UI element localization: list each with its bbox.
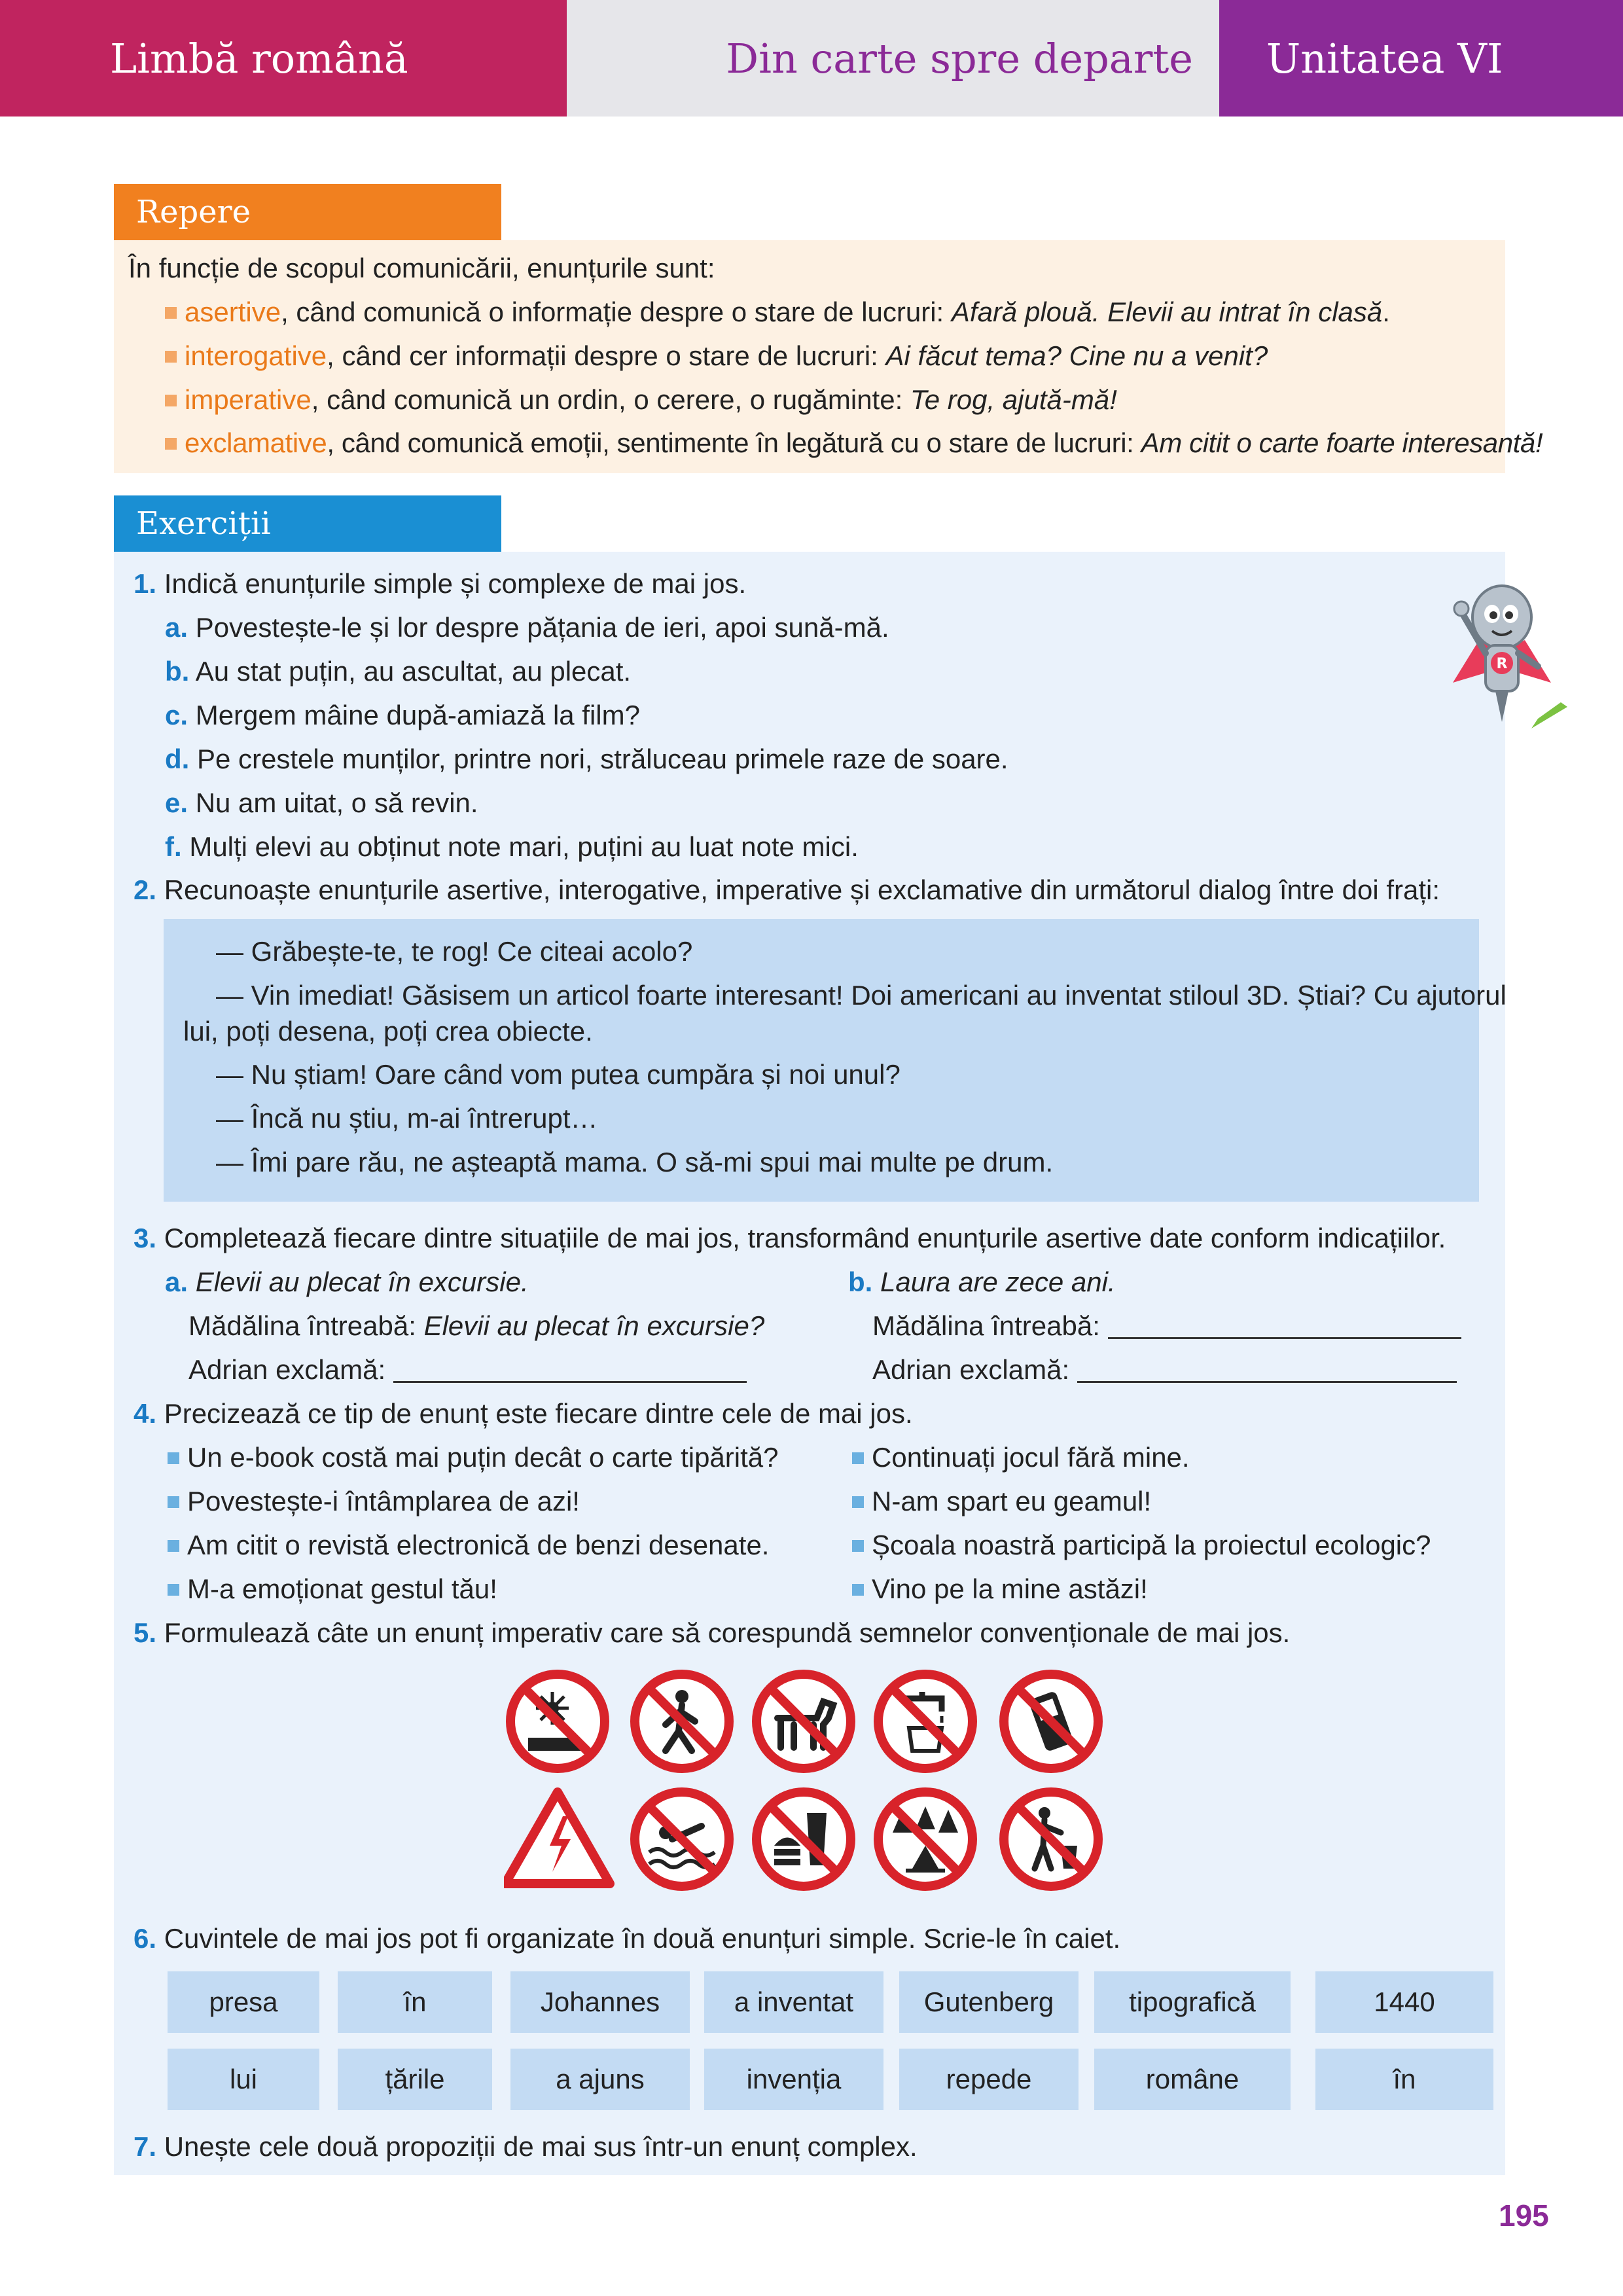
dialog-line: — Nu știam! Oare când vom putea cumpăra și noi unul? (216, 1059, 901, 1090)
mascot-icon (1440, 568, 1571, 738)
exercise-number: 4. (134, 1398, 157, 1429)
no-mobile-phones-icon (1004, 1674, 1098, 1768)
word-card[interactable]: țările (338, 2049, 492, 2110)
item-text: Școala noastră participă la proiectul ecologic? (872, 1530, 1431, 1560)
item-letter: d. (165, 744, 190, 774)
exercise-text: Formulează câte un enunț imperativ care să corespundă semnelor convenționale de mai jos. (164, 1617, 1291, 1648)
word-card[interactable]: 1440 (1315, 1971, 1493, 2033)
header-title: Din carte spre departe (567, 0, 1219, 117)
item-text: Mergem mâine după-amiază la film? (195, 700, 640, 730)
exercise-1-item (165, 698, 640, 732)
item-letter: b. (165, 656, 190, 687)
word-card[interactable]: a inventat (704, 1971, 883, 2033)
item-text: N-am spart eu geamul! (872, 1486, 1152, 1516)
high-voltage-warning-icon (505, 1792, 610, 1884)
repere-keyword: exclamative (185, 427, 327, 458)
no-campfire-icon (878, 1792, 972, 1886)
exercise-1-item (165, 655, 631, 689)
exercise-3b-sentence (848, 1265, 1116, 1299)
bullet-icon (852, 1540, 864, 1552)
exercise-1-prompt (134, 567, 746, 601)
item-text: Am citit o revistă electronică de benzi desenate. (187, 1530, 770, 1560)
exercise-2-prompt (134, 873, 1440, 907)
item-text: Un e-book costă mai puțin decât o carte tipărită? (187, 1442, 779, 1473)
exercise-text: Unește cele două propoziții de mai sus într-un enunț complex. (164, 2131, 918, 2162)
exercise-3b-question (872, 1309, 1461, 1343)
word-card[interactable]: române (1094, 2049, 1291, 2110)
question-answer: Elevii au plecat în excursie? (423, 1310, 765, 1341)
bullet-icon (168, 1584, 179, 1596)
exercise-number: 3. (134, 1223, 157, 1253)
item-text: Povestește-le și lor despre pățania de ieri, apoi sună-mă. (195, 612, 889, 643)
bullet-icon (165, 438, 177, 450)
exercise-number: 5. (134, 1617, 157, 1648)
exercise-4-item (852, 1484, 1151, 1518)
no-pedestrians-icon (635, 1674, 729, 1768)
word-card[interactable]: presa (168, 1971, 319, 2033)
item-text: Elevii au plecat în excursie. (195, 1266, 529, 1297)
item-text: Povestește-i întâmplarea de azi! (187, 1486, 580, 1516)
no-littering-icon (1004, 1792, 1098, 1886)
item-letter: e. (165, 787, 188, 818)
dialog-line: — Vin imediat! Găsisem un articol foarte interesant! Doi americani au inventat stiloul 3D. Știai? Cu ajutorul (216, 980, 1507, 1011)
exercise-1-item (165, 786, 478, 820)
item-text: Nu am uitat, o să revin. (195, 787, 478, 818)
answer-blank[interactable] (1108, 1311, 1461, 1339)
exercise-3a-sentence (165, 1265, 529, 1299)
bullet-icon (852, 1496, 864, 1508)
repere-keyword: imperative (185, 384, 312, 415)
exercise-3a-exclaim (188, 1353, 747, 1387)
bullet-icon (852, 1452, 864, 1464)
repere-end: . (1382, 296, 1390, 327)
svg-text:R: R (1496, 656, 1508, 672)
exercise-4-item (168, 1441, 779, 1475)
repere-text: , când cer informații despre o stare de lucruri: (327, 340, 886, 371)
exercise-4-item (168, 1484, 580, 1518)
repere-keyword: interogative (185, 340, 327, 371)
exclaim-label: Adrian exclamă: (872, 1354, 1077, 1385)
exercise-1-item (165, 611, 889, 645)
bullet-icon (168, 1496, 179, 1508)
item-text: Pe crestele munților, printre nori, străluceau primele raze de soare. (197, 744, 1008, 774)
item-text: Vino pe la mine astăzi! (872, 1573, 1148, 1604)
bullet-icon (165, 395, 177, 406)
word-card[interactable]: a ajuns (510, 2049, 690, 2110)
item-letter: a. (165, 612, 188, 643)
exercise-4-item (852, 1441, 1190, 1475)
no-picking-flowers-icon (510, 1674, 605, 1768)
no-swimming-icon (635, 1792, 729, 1886)
repere-item (165, 426, 1543, 460)
word-card[interactable]: repede (899, 2049, 1079, 2110)
dialog-line: — Încă nu știu, m-ai întrerupt… (216, 1103, 598, 1134)
item-text: Mulți elevi au obținut note mari, puțini au luat note mici. (189, 831, 859, 862)
exercise-1-item (165, 830, 859, 864)
repere-text: , când comunică emoții, sentimente în legătură cu o stare de lucruri: (327, 427, 1141, 458)
word-card[interactable]: în (1315, 2049, 1493, 2110)
word-card[interactable]: invenția (704, 2049, 883, 2110)
bullet-icon (168, 1540, 179, 1552)
exercise-4-item (852, 1572, 1148, 1606)
question-label: Mădălina întreabă: (188, 1310, 424, 1341)
repere-example: Am citit o carte foarte interesantă! (1141, 427, 1543, 458)
item-text: Au stat puțin, au ascultat, au plecat. (195, 656, 632, 687)
bullet-icon (168, 1452, 179, 1464)
bullet-icon (165, 307, 177, 319)
item-text: Continuați jocul fără mine. (872, 1442, 1190, 1473)
item-letter: b. (848, 1266, 873, 1297)
exercise-7-prompt (134, 2130, 918, 2164)
exercise-number: 6. (134, 1923, 157, 1954)
exercise-text: Recunoaște enunțurile asertive, interogative, imperative și exclamative din următorul dialog între doi frați: (164, 874, 1440, 905)
word-card[interactable]: în (338, 1971, 492, 2033)
question-label: Mădălina întreabă: (872, 1310, 1108, 1341)
repere-example: Ai făcut tema? Cine nu a venit? (885, 340, 1268, 371)
repere-item (165, 295, 1390, 329)
repere-item (165, 383, 1117, 417)
exercise-number: 7. (134, 2131, 157, 2162)
header-subject: Limbă română (0, 0, 567, 117)
exercise-1-item (165, 742, 1008, 776)
exercise-text: Precizează ce tip de enunț este fiecare dintre cele de mai jos. (164, 1398, 913, 1429)
exercise-5-prompt (134, 1616, 1290, 1650)
repere-label: Repere (114, 184, 501, 240)
exercise-4-item (168, 1528, 769, 1562)
word-card[interactable]: Johannes (510, 1971, 690, 2033)
exercise-text: Indică enunțurile simple și complexe de mai jos. (164, 568, 747, 599)
repere-example: Te rog, ajută-mă! (910, 384, 1117, 415)
page-number: 195 (1499, 2198, 1549, 2233)
exercise-text: Completează fiecare dintre situațiile de mai jos, transformând enunțurile asertive date conform indicațiilor. (164, 1223, 1446, 1253)
item-letter: a. (165, 1266, 188, 1297)
dialog-line: lui, poți desena, poți crea obiecte. (183, 1016, 593, 1047)
repere-text: , când comunică o informație despre o stare de lucruri: (281, 296, 952, 327)
item-text: M-a emoționat gestul tău! (187, 1573, 497, 1604)
no-drinking-water-icon (878, 1674, 972, 1768)
item-letter: f. (165, 831, 182, 862)
header-unit: Unitatea VI (1219, 0, 1623, 117)
no-dogs-icon (757, 1674, 851, 1768)
exercise-number: 2. (134, 874, 157, 905)
repere-example: Afară plouă. Elevii au intrat în clasă (951, 296, 1383, 327)
word-card[interactable]: tipografică (1094, 1971, 1291, 2033)
exercise-4-prompt (134, 1397, 913, 1431)
answer-blank[interactable] (1077, 1355, 1457, 1383)
repere-intro: În funcție de scopul comunicării, enunțurile sunt: (128, 253, 715, 283)
exercise-3b-exclaim (872, 1353, 1457, 1387)
item-text: Laura are zece ani. (880, 1266, 1116, 1297)
exercise-6-prompt (134, 1922, 1120, 1956)
exercise-text: Cuvintele de mai jos pot fi organizate în două enunțuri simple. Scrie-le în caiet. (164, 1923, 1121, 1954)
word-card[interactable]: Gutenberg (899, 1971, 1079, 2033)
prohibition-signs (504, 1668, 1106, 1897)
no-food-drink-icon (757, 1792, 851, 1886)
dialog-line: — Grăbește-te, te rog! Ce citeai acolo? (216, 936, 693, 967)
exercise-3a-question (188, 1309, 764, 1343)
exercise-4-item (852, 1528, 1431, 1562)
bullet-icon (165, 351, 177, 363)
exercise-number: 1. (134, 568, 157, 599)
dialog-line: — Îmi pare rău, ne așteaptă mama. O să-mi spui mai multe pe drum. (216, 1147, 1054, 1177)
repere-item (165, 339, 1268, 373)
bullet-icon (852, 1584, 864, 1596)
item-letter: c. (165, 700, 188, 730)
answer-blank[interactable] (393, 1355, 747, 1383)
exclaim-label: Adrian exclamă: (188, 1354, 393, 1385)
word-card[interactable]: lui (168, 2049, 319, 2110)
repere-text: , când comunică un ordin, o cerere, o rugăminte: (311, 384, 910, 415)
exercitii-label: Exerciții (114, 495, 501, 552)
exercise-4-item (168, 1572, 497, 1606)
exercise-3-prompt (134, 1221, 1446, 1255)
repere-keyword: asertive (185, 296, 281, 327)
